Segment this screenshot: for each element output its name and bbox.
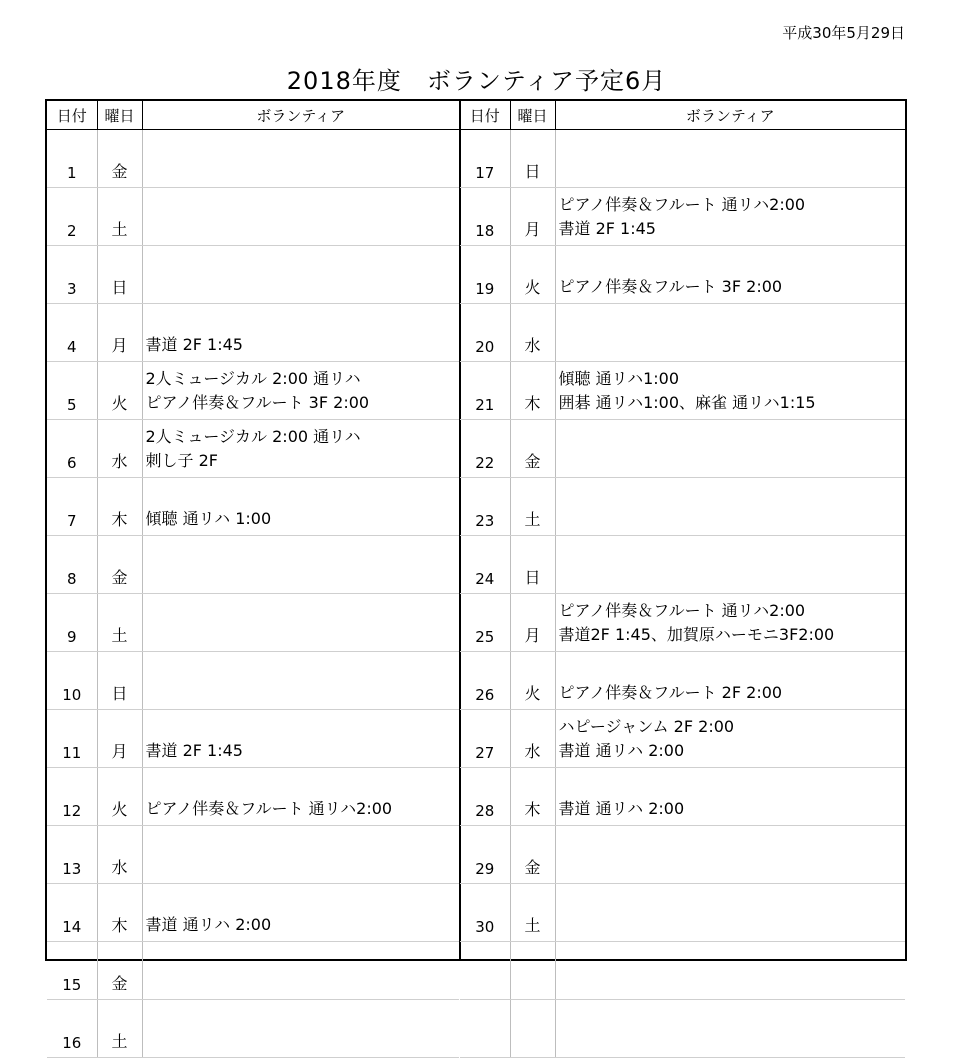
activity-line: 囲碁 通リハ1:00、麻雀 通リハ1:15: [558, 393, 816, 412]
day-cell: 15: [47, 942, 97, 1000]
header-volunteer: ボランティア: [142, 101, 459, 130]
weekday-cell: 金: [510, 826, 555, 884]
day-cell: 10: [47, 652, 97, 710]
day-cell: 24: [460, 536, 510, 594]
schedule-row: [47, 478, 459, 536]
activity-cell: [555, 188, 905, 246]
date-stamp: 平成30年5月29日: [782, 24, 905, 42]
activity-line: 書道2F 1:45、加賀原ハーモニ3F2:00: [558, 625, 835, 644]
schedule-row: [47, 652, 459, 710]
day-cell: 12: [47, 768, 97, 826]
day-cell: 22: [460, 420, 510, 478]
header-weekday: 曜日: [510, 101, 555, 130]
schedule-row: [460, 246, 905, 304]
activity-line: ハピージャンム 2F 2:00: [558, 717, 735, 736]
activity-cell: [142, 536, 459, 594]
activity-cell: [142, 420, 459, 478]
day-cell: 2: [47, 188, 97, 246]
day-cell: 26: [460, 652, 510, 710]
activity-cell: [555, 884, 905, 942]
header-row: [460, 101, 905, 130]
activity-line: 傾聴 通リハ1:00: [558, 369, 680, 388]
weekday-cell: 木: [97, 884, 142, 942]
weekday-cell: 火: [510, 652, 555, 710]
weekday-cell: 土: [510, 478, 555, 536]
weekday-cell: 火: [97, 768, 142, 826]
day-cell: 20: [460, 304, 510, 362]
day-cell: 3: [47, 246, 97, 304]
activity-line: 書道 通リハ 2:00: [558, 741, 685, 760]
schedule-row: [460, 826, 905, 884]
weekday-cell: 水: [510, 710, 555, 768]
day-cell: 6: [47, 420, 97, 478]
day-cell: 11: [47, 710, 97, 768]
weekday-cell: 金: [510, 420, 555, 478]
schedule-row: [460, 478, 905, 536]
schedule-row: [47, 188, 459, 246]
schedule-row: [47, 536, 459, 594]
weekday-cell: [510, 942, 555, 1000]
day-cell: 14: [47, 884, 97, 942]
weekday-cell: 土: [97, 1000, 142, 1058]
day-cell: 7: [47, 478, 97, 536]
day-cell: 23: [460, 478, 510, 536]
activity-line: 傾聴 通リハ 1:00: [145, 509, 272, 528]
header-date: 日付: [47, 101, 97, 130]
weekday-cell: 木: [510, 768, 555, 826]
day-cell: 18: [460, 188, 510, 246]
activity-cell: [555, 1000, 905, 1058]
weekday-cell: 月: [97, 304, 142, 362]
weekday-cell: 月: [97, 710, 142, 768]
activity-line: ピアノ伴奏＆フルート 3F 2:00: [558, 277, 783, 296]
activity-cell: [142, 710, 459, 768]
activity-cell: [555, 246, 905, 304]
day-cell: 1: [47, 130, 97, 188]
schedule-row: [47, 130, 459, 188]
weekday-cell: 火: [97, 362, 142, 420]
weekday-cell: 土: [510, 884, 555, 942]
activity-line: ピアノ伴奏＆フルート 3F 2:00: [145, 393, 370, 412]
schedule-row: [460, 594, 905, 652]
activity-cell: [555, 594, 905, 652]
day-cell: [460, 942, 510, 1000]
header-volunteer: ボランティア: [555, 101, 905, 130]
weekday-cell: 金: [97, 942, 142, 1000]
activity-cell: [142, 188, 459, 246]
activity-cell: [142, 130, 459, 188]
activity-line: 書道 2F 1:45: [145, 741, 243, 760]
activity-line: ピアノ伴奏＆フルート 2F 2:00: [558, 683, 783, 702]
schedule-row: [47, 884, 459, 942]
schedule-row: [47, 826, 459, 884]
schedule-row: [460, 768, 905, 826]
weekday-cell: [510, 1000, 555, 1058]
activity-cell: [555, 362, 905, 420]
day-cell: 9: [47, 594, 97, 652]
weekday-cell: 水: [97, 420, 142, 478]
schedule-row: [460, 188, 905, 246]
weekday-cell: 日: [97, 652, 142, 710]
day-cell: 29: [460, 826, 510, 884]
activity-line: ピアノ伴奏＆フルート 通リハ2:00: [145, 799, 393, 818]
day-cell: 21: [460, 362, 510, 420]
schedule-row: [460, 652, 905, 710]
activity-cell: [142, 1000, 459, 1058]
activity-cell: [555, 652, 905, 710]
activity-cell: [555, 710, 905, 768]
schedule-row: [47, 420, 459, 478]
day-cell: 5: [47, 362, 97, 420]
weekday-cell: 月: [510, 188, 555, 246]
activity-cell: [142, 768, 459, 826]
activity-cell: [555, 478, 905, 536]
activity-line: 書道 2F 1:45: [558, 219, 656, 238]
schedule-left-half: [47, 101, 461, 1052]
header-row: [47, 101, 459, 130]
schedule-row: [47, 594, 459, 652]
activity-cell: [142, 884, 459, 942]
schedule-row: [47, 942, 459, 1000]
schedule-row: [47, 246, 459, 304]
activity-line: 2人ミュージカル 2:00 通リハ: [145, 369, 361, 388]
weekday-cell: 木: [97, 478, 142, 536]
activity-cell: [555, 768, 905, 826]
schedule-row: [460, 884, 905, 942]
day-cell: 27: [460, 710, 510, 768]
activity-cell: [555, 304, 905, 362]
header-weekday: 曜日: [97, 101, 142, 130]
activity-cell: [142, 594, 459, 652]
schedule-table-right: [460, 101, 905, 1058]
day-cell: 25: [460, 594, 510, 652]
schedule-row: [460, 710, 905, 768]
activity-cell: [142, 304, 459, 362]
activity-cell: [555, 420, 905, 478]
day-cell: 19: [460, 246, 510, 304]
weekday-cell: 土: [97, 594, 142, 652]
activity-cell: [142, 652, 459, 710]
weekday-cell: 日: [510, 536, 555, 594]
day-cell: 17: [460, 130, 510, 188]
schedule-row: [47, 768, 459, 826]
activity-line: 刺し子 2F: [145, 451, 218, 470]
schedule-row: [460, 362, 905, 420]
day-cell: 30: [460, 884, 510, 942]
schedule-row: [460, 420, 905, 478]
weekday-cell: 土: [97, 188, 142, 246]
day-cell: 16: [47, 1000, 97, 1058]
schedule-row: [47, 710, 459, 768]
day-cell: 4: [47, 304, 97, 362]
schedule-row: [47, 1000, 459, 1058]
activity-cell: [142, 246, 459, 304]
activity-cell: [142, 362, 459, 420]
schedule-row: [460, 536, 905, 594]
weekday-cell: 金: [97, 536, 142, 594]
schedule-row: [460, 942, 905, 1000]
activity-cell: [555, 826, 905, 884]
weekday-cell: 水: [97, 826, 142, 884]
day-cell: [460, 1000, 510, 1058]
activity-line: 2人ミュージカル 2:00 通リハ: [145, 427, 361, 446]
schedule-row: [47, 304, 459, 362]
activity-line: 書道 2F 1:45: [145, 335, 243, 354]
weekday-cell: 金: [97, 130, 142, 188]
schedule-row: [47, 362, 459, 420]
weekday-cell: 日: [97, 246, 142, 304]
activity-cell: [555, 942, 905, 1000]
schedule-right-half: [460, 101, 905, 959]
activity-cell: [555, 130, 905, 188]
schedule-frame: [45, 99, 907, 1052]
day-cell: 28: [460, 768, 510, 826]
schedule-row: [460, 1000, 905, 1058]
activity-line: 書道 通リハ 2:00: [145, 915, 272, 934]
activity-cell: [142, 942, 459, 1000]
day-cell: 8: [47, 536, 97, 594]
weekday-cell: 木: [510, 362, 555, 420]
day-cell: 13: [47, 826, 97, 884]
activity-line: 書道 通リハ 2:00: [558, 799, 685, 818]
activity-cell: [142, 478, 459, 536]
activity-line: ピアノ伴奏＆フルート 通リハ2:00: [558, 601, 806, 620]
weekday-cell: 水: [510, 304, 555, 362]
weekday-cell: 日: [510, 130, 555, 188]
activity-cell: [555, 536, 905, 594]
weekday-cell: 火: [510, 246, 555, 304]
schedule-row: [460, 304, 905, 362]
schedule-table-left: [47, 101, 459, 1058]
page-title: 2018年度 ボランティア予定6月: [286, 67, 667, 95]
activity-line: ピアノ伴奏＆フルート 通リハ2:00: [558, 195, 806, 214]
header-date: 日付: [460, 101, 510, 130]
weekday-cell: 月: [510, 594, 555, 652]
activity-cell: [142, 826, 459, 884]
schedule-row: [460, 130, 905, 188]
